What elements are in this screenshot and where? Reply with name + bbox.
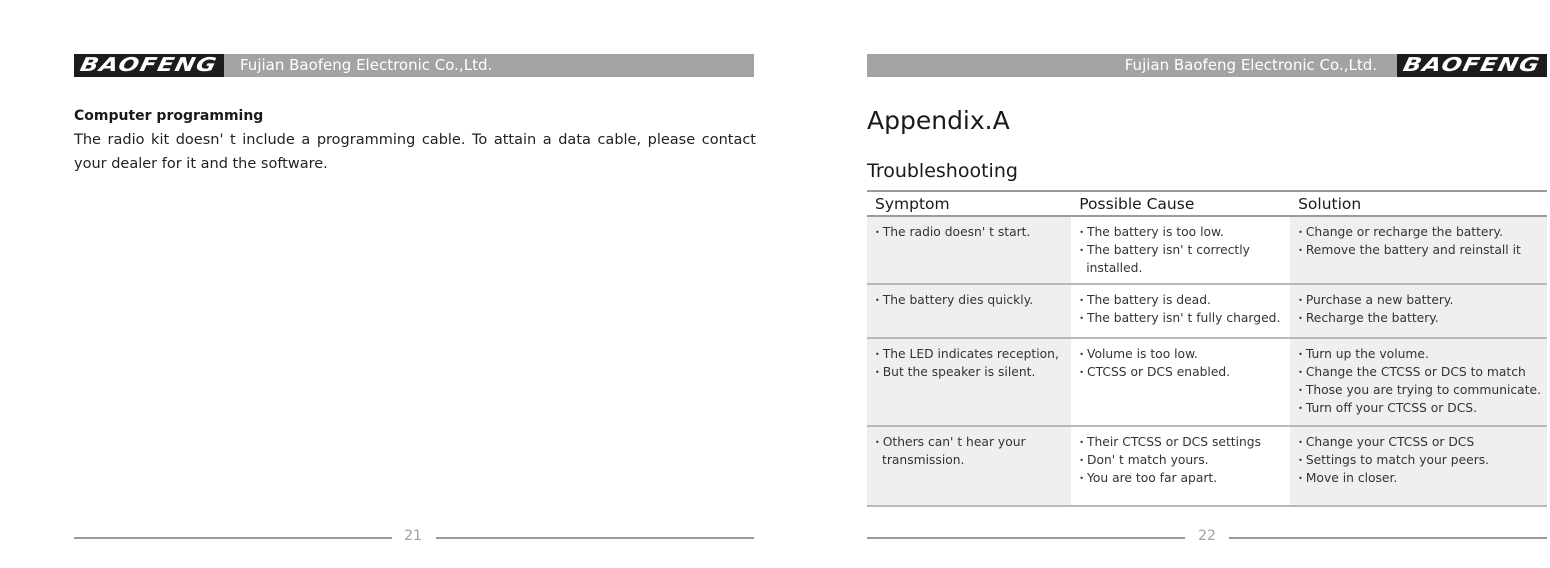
cell-line-continued bbox=[1077, 260, 1284, 277]
body-paragraph: The radio kit doesn' t include a programming cable. To attain a data cable, please contact your dealer for it and the software. bbox=[74, 132, 756, 172]
brand-logo-text: BAOFENG bbox=[1401, 54, 1543, 76]
brand-logo bbox=[1397, 54, 1547, 77]
table-row bbox=[867, 338, 1547, 426]
cell-line: • Change or recharge the battery. bbox=[1296, 224, 1541, 242]
solution-cell bbox=[1290, 426, 1547, 506]
cause-cell bbox=[1071, 426, 1290, 506]
table-row bbox=[867, 216, 1547, 284]
troubleshooting-table bbox=[867, 190, 1547, 507]
footer-rule-right bbox=[436, 537, 754, 539]
company-name: Fujian Baofeng Electronic Co.,Ltd. bbox=[240, 56, 493, 74]
cell-line: • Others can' t hear your bbox=[873, 434, 1065, 452]
cell-line: • The battery is dead. bbox=[1077, 292, 1284, 310]
page-number: 21 bbox=[404, 528, 422, 544]
cell-line: • Change the CTCSS or DCS to match bbox=[1296, 364, 1541, 382]
cell-line-continued bbox=[873, 452, 1065, 469]
cell-line: • But the speaker is silent. bbox=[873, 364, 1065, 382]
cell-line: • The battery isn' t fully charged. bbox=[1077, 310, 1284, 328]
symptom-cell bbox=[867, 426, 1071, 506]
cell-line: • Turn off your CTCSS or DCS. bbox=[1296, 400, 1541, 418]
cell-line: • Volume is too low. bbox=[1077, 346, 1284, 364]
cell-line: • Settings to match your peers. bbox=[1296, 452, 1541, 470]
symptom-cell bbox=[867, 216, 1071, 284]
continued-text: installed. bbox=[1086, 261, 1143, 275]
brand-logo-text: BAOFENG bbox=[78, 54, 220, 76]
footer-rule-right bbox=[1229, 537, 1547, 539]
cell-line: • Recharge the battery. bbox=[1296, 310, 1541, 328]
cell-line: • Move in closer. bbox=[1296, 470, 1541, 488]
appendix-title: Appendix.A bbox=[867, 106, 1010, 135]
cell-line: • The battery dies quickly. bbox=[873, 292, 1065, 310]
table-row bbox=[867, 426, 1547, 506]
cell-line: • You are too far apart. bbox=[1077, 470, 1284, 488]
right-page bbox=[775, 0, 1550, 568]
solution-cell bbox=[1290, 338, 1547, 426]
solution-cell bbox=[1290, 284, 1547, 338]
table-row bbox=[867, 284, 1547, 338]
footer-rule-left bbox=[867, 537, 1185, 539]
cell-line: • The battery is too low. bbox=[1077, 224, 1284, 242]
cell-line: • CTCSS or DCS enabled. bbox=[1077, 364, 1284, 382]
table-header-row bbox=[867, 191, 1547, 216]
header-cause: Possible Cause bbox=[1071, 191, 1290, 216]
cell-line: • Change your CTCSS or DCS bbox=[1296, 434, 1541, 452]
company-name: Fujian Baofeng Electronic Co.,Ltd. bbox=[1124, 56, 1377, 74]
cell-line: • Purchase a new battery. bbox=[1296, 292, 1541, 310]
cell-line: • Those you are trying to communicate. bbox=[1296, 382, 1541, 400]
brand-logo bbox=[74, 54, 224, 77]
footer-rule-left bbox=[74, 537, 392, 539]
symptom-cell bbox=[867, 338, 1071, 426]
symptom-cell bbox=[867, 284, 1071, 338]
solution-cell bbox=[1290, 216, 1547, 284]
table-title: Troubleshooting bbox=[867, 160, 1018, 182]
cell-line: • The battery isn' t correctly bbox=[1077, 242, 1284, 260]
header-symptom: Symptom bbox=[867, 191, 1071, 216]
cause-cell bbox=[1071, 338, 1290, 426]
cell-line: • The LED indicates reception, bbox=[873, 346, 1065, 364]
right-header-bar bbox=[867, 54, 1547, 77]
cause-cell bbox=[1071, 284, 1290, 338]
section-heading: Computer programming bbox=[74, 108, 264, 124]
continued-text: transmission. bbox=[882, 453, 965, 467]
header-solution: Solution bbox=[1290, 191, 1547, 216]
left-header-bar bbox=[74, 54, 754, 77]
page-number: 22 bbox=[1198, 528, 1216, 544]
cell-line: • The radio doesn' t start. bbox=[873, 224, 1065, 242]
cell-line: • Don' t match yours. bbox=[1077, 452, 1284, 470]
cell-line: • Turn up the volume. bbox=[1296, 346, 1541, 364]
cause-cell bbox=[1071, 216, 1290, 284]
cell-line: • Remove the battery and reinstall it bbox=[1296, 242, 1541, 260]
cell-line: • Their CTCSS or DCS settings bbox=[1077, 434, 1284, 452]
